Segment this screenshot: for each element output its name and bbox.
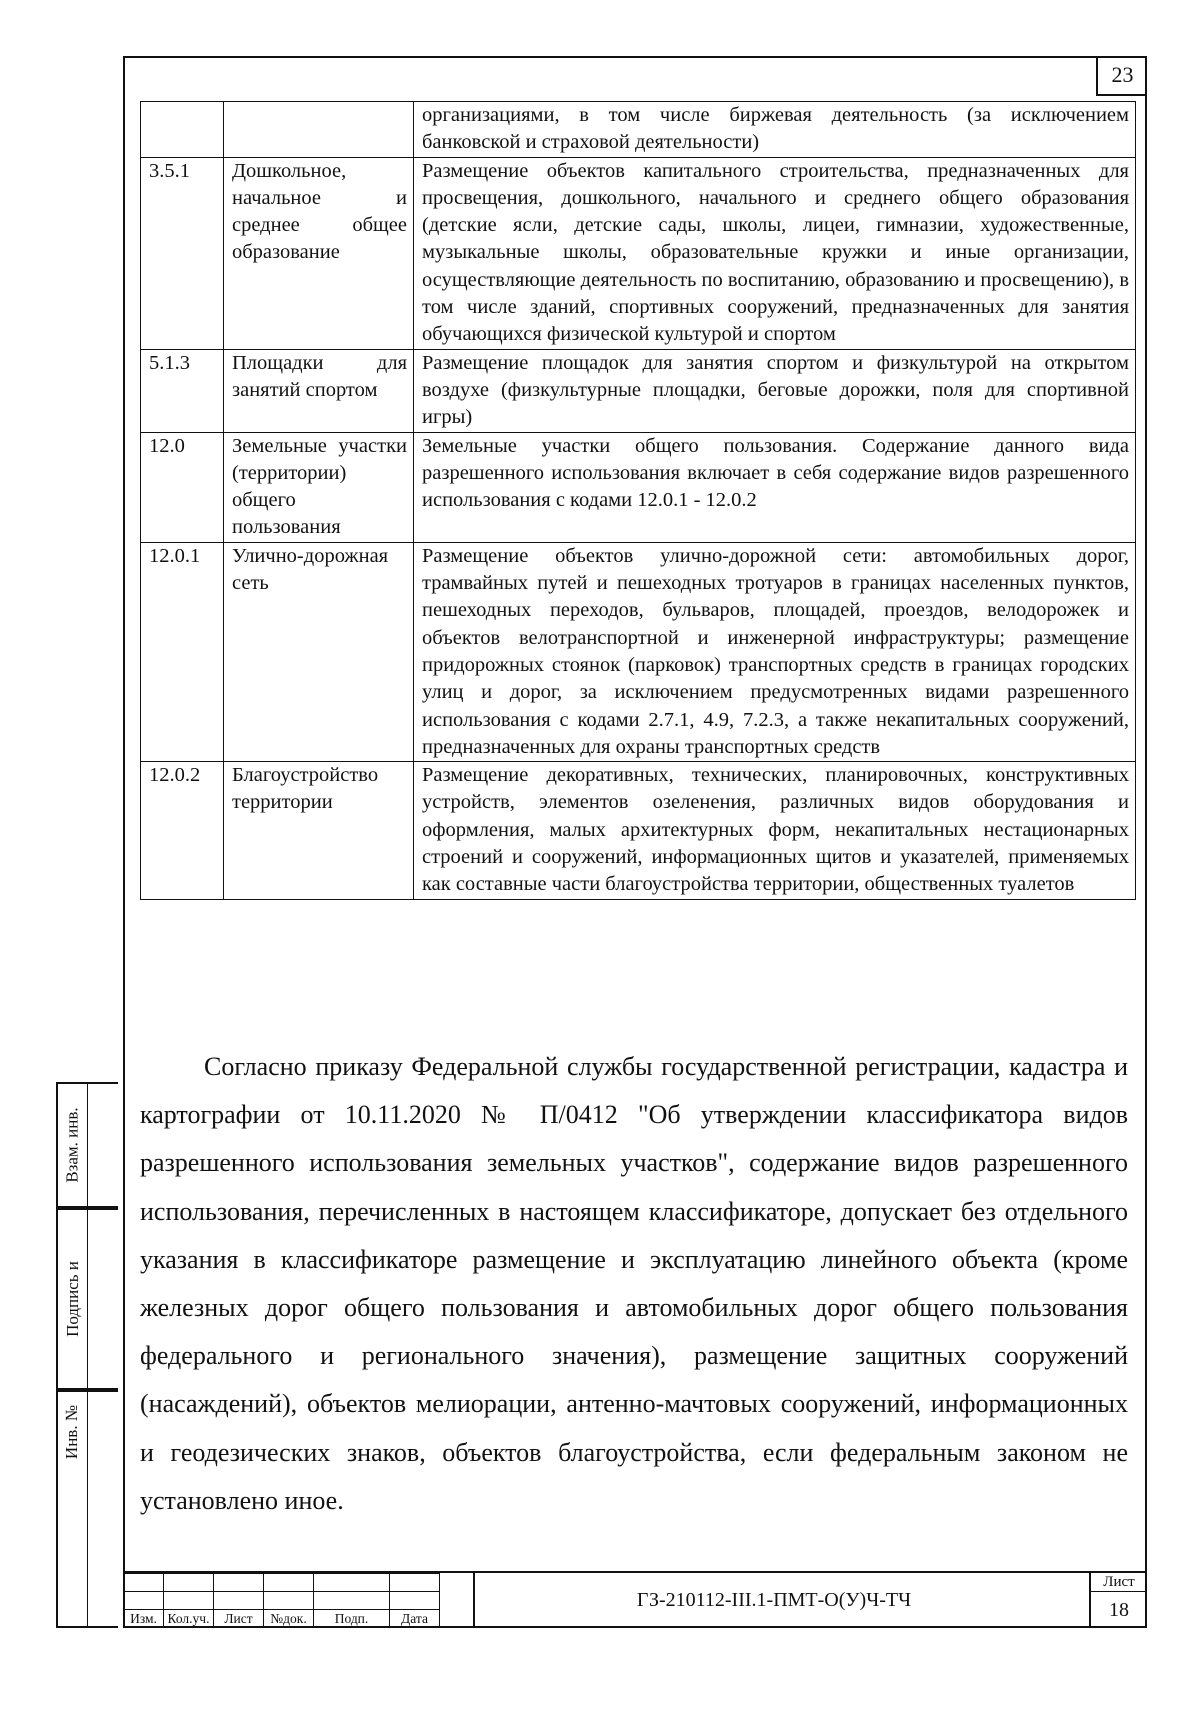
revision-grid — [123, 1573, 440, 1628]
sheet-number: 18 — [1109, 1599, 1129, 1621]
row-description: Размещение площадок для занятия спортом и физкультурой на открытом воздухе (физкультурные площадки, беговые дорожки, поля для спортивной игры) — [414, 349, 1136, 432]
row-code: 12.0 — [141, 432, 224, 542]
table-row — [141, 542, 1136, 761]
body-paragraph: Согласно приказу Федеральной службы государственной регистрации, кадастра и картографии от 10.11.2020 № П/0412 "Об утверждении классификатора видов разрешенного использования земельных участков", содержание видов разрешенного использования, перечисленных в настоящем классификаторе, допускает без отдельного указания в классификаторе размещение и эксплуатацию линейного объекта (кроме железных дорог общего пользования и автомобильных дорог общего пользования федерального и регионального значения), размещение защитных сооружений (насаждений), объектов мелиорации, антенно-мачтовых сооружений, информационных и геодезических знаков, объектов благоустройства, если федеральным законом не установлено иное. — [140, 1052, 1128, 1515]
row-name: Дошкольное, начальное и среднее общее образование — [224, 157, 414, 349]
side-box-inv-no — [56, 1390, 118, 1628]
table-row — [141, 349, 1136, 432]
row-description: Размещение объектов капитального строительства, предназначенных для просвещения, дошкольного, начального и среднего общего образования (детские ясли, детские сады, школы, лицеи, гимназии, художественные, музыкальные школы, образовательные кружки и иные организации, осуществляющие деятельность по воспитанию, образованию и просвещению), в том числе зданий, спортивных сооружений, предназначенных для занятия обучающихся физической культурой и спортом — [414, 157, 1136, 349]
row-name: Земельные участки (территории) общего пользования — [224, 432, 414, 542]
stamp-column-label: Кол.уч. — [164, 1610, 214, 1628]
row-name: Площадки для занятий спортом — [224, 349, 414, 432]
table-row — [141, 762, 1136, 899]
row-description: Размещение объектов улично-дорожной сети: автомобильных дорог, трамвайных путей и пешеходных тротуаров в границах населенных пунктов, пешеходных переходов, бульваров, площадей, проездов, велодорожек и объектов велотранспортной и инженерной инфраструктуры; размещение придорожных стоянок (парковок) транспортных средств в границах городских улиц и дорог, за исключением предусмотренных видами разрешенного использования с кодами 2.7.1, 4.9, 7.2.3, а также некапитальных сооружений, предназначенных для охраны транспортных средств — [414, 542, 1136, 761]
land-use-classifier-table — [140, 101, 1136, 900]
row-code: 12.0.1 — [141, 542, 224, 761]
row-name — [224, 102, 414, 158]
sheet-box — [1089, 1573, 1147, 1628]
row-code: 12.0.2 — [141, 762, 224, 899]
row-name: Улично-дорожная сеть — [224, 542, 414, 761]
table-row — [141, 432, 1136, 542]
row-description: Размещение декоративных, технических, планировочных, конструктивных устройств, элементов озеленения, различных видов оборудования и оформления, малых архитектурных форм, некапитальных нестационарных строений и сооружений, информационных щитов и указателей, применяемых как составные части благоустройства территории, общественных туалетов — [414, 762, 1136, 899]
stamp-column-label: Изм. — [124, 1610, 164, 1628]
stamp-column-label: Дата — [390, 1610, 440, 1628]
stamp-column-label: Лист — [214, 1610, 264, 1628]
side-label-inv-no: Инв. № — [62, 1404, 82, 1460]
side-box-podpis — [56, 1208, 118, 1390]
row-code — [141, 102, 224, 158]
side-box-vzam-inv — [56, 1082, 118, 1208]
side-label-podpis: Подпись и — [62, 1261, 82, 1337]
row-code: 5.1.3 — [141, 349, 224, 432]
row-code: 3.5.1 — [141, 157, 224, 349]
document-code: ГЗ-210112-III.1-ПМТ-О(У)Ч-ТЧ — [473, 1573, 1073, 1628]
stamp-column-label: №док. — [264, 1610, 314, 1628]
table-row — [141, 157, 1136, 349]
page-number: 23 — [1096, 56, 1147, 96]
table-row — [141, 102, 1136, 158]
side-label-vzam-inv: Взам. инв. — [62, 1107, 82, 1183]
title-block — [123, 1573, 1147, 1628]
row-name: Благоустройство территории — [224, 762, 414, 899]
row-description: организациями, в том числе биржевая деятельность (за исключением банковской и страховой деятельности) — [414, 102, 1136, 158]
row-description: Земельные участки общего пользования. Содержание данного вида разрешенного использования включает в себя содержание видов разрешенного использования с кодами 12.0.1 - 12.0.2 — [414, 432, 1136, 542]
stamp-column-label: Подп. — [314, 1610, 390, 1628]
sheet-label: Лист — [1091, 1573, 1147, 1592]
